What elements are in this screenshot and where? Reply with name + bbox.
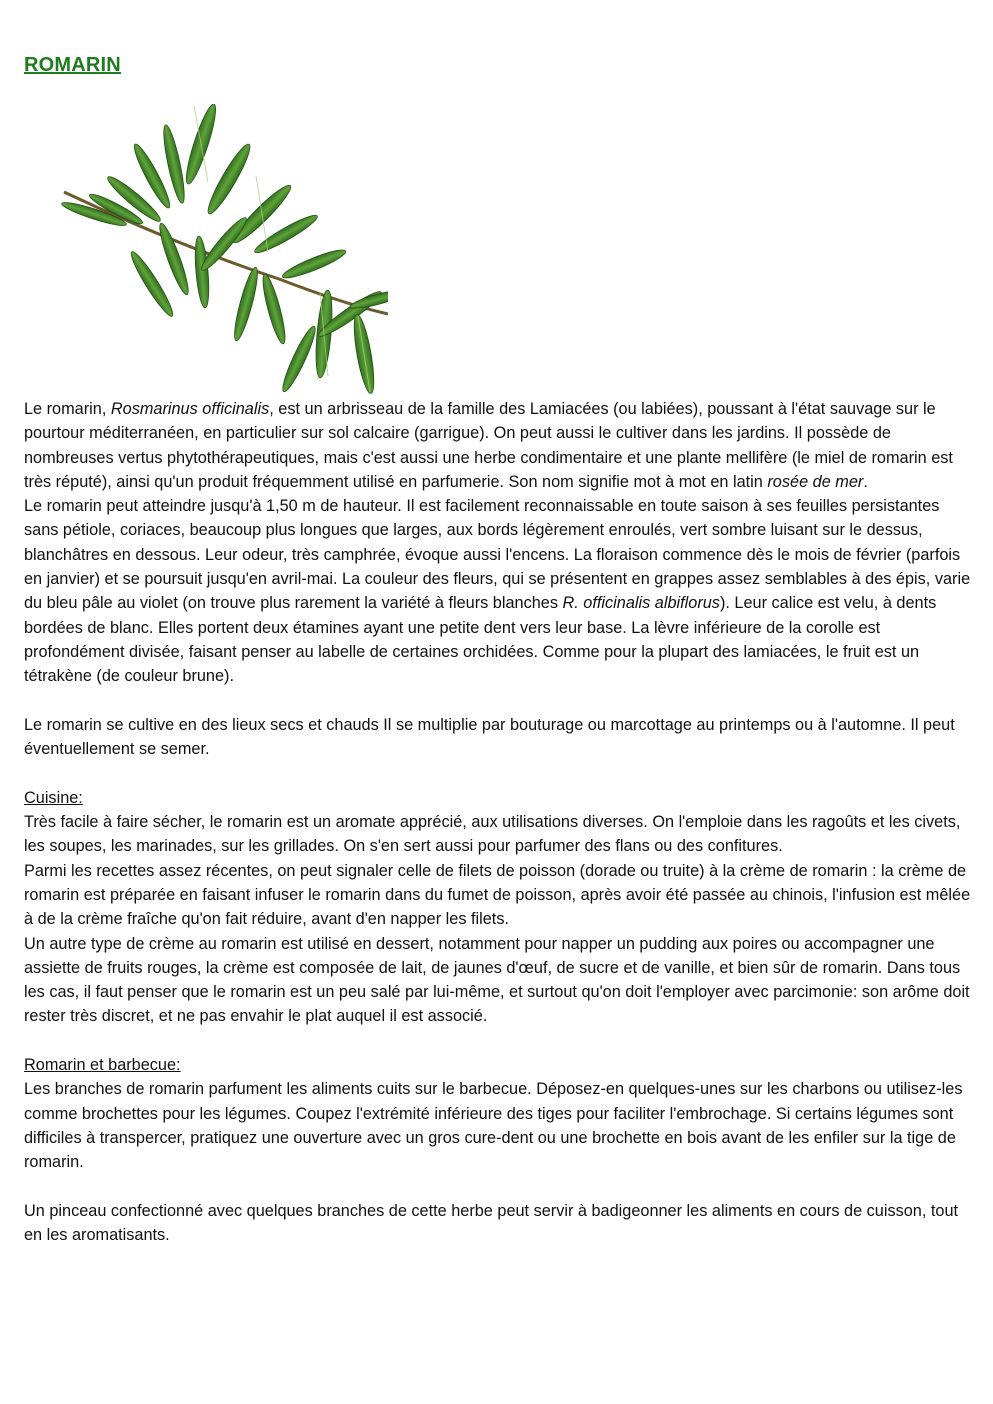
intro-paragraph-2 xyxy=(24,494,972,688)
cuisine-heading: Cuisine: xyxy=(24,788,83,807)
cultivation-paragraph: Le romarin se cultive en des lieux secs et chauds Il se multiplie par bouturage ou marcottage au printemps ou à l'automne. Il peut éventuellement se semer. xyxy=(24,715,955,759)
paragraph-spacer xyxy=(24,761,972,785)
rosemary-sprig-illustration xyxy=(24,104,388,396)
variety-name: R. officinalis albiflorus xyxy=(562,594,720,613)
barbecue-paragraph-1: Les branches de romarin parfument les aliments cuits sur le barbecue. Déposez-en quelques-unes sur les charbons ou utilisez-les comme brochettes pour les légumes. Coupez l'extrémité inférieure des tiges pour faciliter l'embrochage. Si certains légumes sont difficiles à transpercer, pratiquez une ouverture avec un gros cure-dent ou une brochette en bois avant de les enfiler sur la tige de romarin. xyxy=(24,1080,963,1172)
cuisine-paragraph-3: Un autre type de crème au romarin est utilisé en dessert, notamment pour napper un pudding aux poires ou accompagner une assiette de fruits rouges, la crème est composée de lait, de jaunes d'œuf, de sucre et de vanille, et bien sûr de romarin. Dans tous les cas, il faut penser que le romarin est un peu salé par lui-même, et surtout qu'on doit l'employer avec parcimonie: son arôme doit rester très discret, et ne pas envahir le plat auquel il est associé. xyxy=(24,934,970,1026)
cuisine-paragraph-2: Parmi les recettes assez récentes, on peut signaler celle de filets de poisson (dorade ou truite) à la crème de romarin : la crème de romarin est préparée en faisant infuser le romarin dans du fumet de poisson, après avoir été passée au chinois, l'infusion est mêlée à de la crème fraîche qu'on fait réduire, avant d'en napper les filets. xyxy=(24,861,971,929)
intro-paragraph-1 xyxy=(24,397,972,494)
barbecue-heading: Romarin et barbecue: xyxy=(24,1056,181,1075)
intro-text: , est un arbrisseau de la famille des Lamiacées (ou labiées), poussant à l'état sauvage sur le pourtour méditerranéen, en particulier sur sol calcaire (garrigue). On peut aussi le cultiver dans les jardins. Il possède de nombreuses vertus phytothérapeutiques, mais c'est aussi une herbe condimentaire et une plante mellifère (le miel de romarin est très réputé), ainsi qu'un produit fréquemment utilisé en parfumerie. Son nom signifie mot à mot en latin xyxy=(24,400,953,491)
latin-meaning: rosée de mer xyxy=(767,472,864,491)
description-text: Le romarin peut atteindre jusqu'à 1,50 m de hauteur. Il est facilement reconnaissable en toute saison à ses feuilles persistantes sans pétiole, coriaces, beaucoup plus longues que larges, aux bords légèrement enroulés, vert sombre luisant sur le dessus, blanchâtres en dessous. Leur odeur, très camphrée, évoque aussi l'encens. La floraison commence dès le mois de février (parfois en janvier) et se poursuit jusqu'en avril-mai. La couleur des fleurs, qui se présentent en grappes assez semblables à des épis, varie du bleu pâle au violet (on trouve plus rarement la variété à fleurs blanches xyxy=(24,497,971,613)
barbecue-paragraph-2: Un pinceau confectionné avec quelques branches de cette herbe peut servir à badigeonner les aliments en cours de cuisson, tout en les aromatisants. xyxy=(24,1201,959,1245)
description-text: ). Leur calice est velu, à dents bordées de blanc. Elles portent deux étamines ayant une petite dent vers leur base. La lèvre inférieure de la corolle est profondément divisée, faisant penser au labelle de certaines orchidées. Comme pour la plupart des lamiacées, le fruit est un tétrakène (de couleur brune). xyxy=(24,594,937,686)
latin-name: Rosmarinus officinalis xyxy=(110,400,270,418)
page-title: ROMARIN xyxy=(24,54,121,76)
article-body xyxy=(24,397,972,1247)
cuisine-paragraph-1: Très facile à faire sécher, le romarin est un aromate apprécié, aux utilisations diverses. On l'emploie dans les ragoûts et les civets, les soupes, les marinades, sur les grillades. On s'en sert aussi pour parfumer des flans ou des confitures. xyxy=(24,813,961,856)
paragraph-spacer xyxy=(24,689,972,713)
intro-text: . xyxy=(863,472,868,491)
paragraph-spacer xyxy=(24,1029,972,1053)
intro-text: Le romarin, xyxy=(24,400,111,418)
paragraph-spacer xyxy=(24,1175,972,1199)
